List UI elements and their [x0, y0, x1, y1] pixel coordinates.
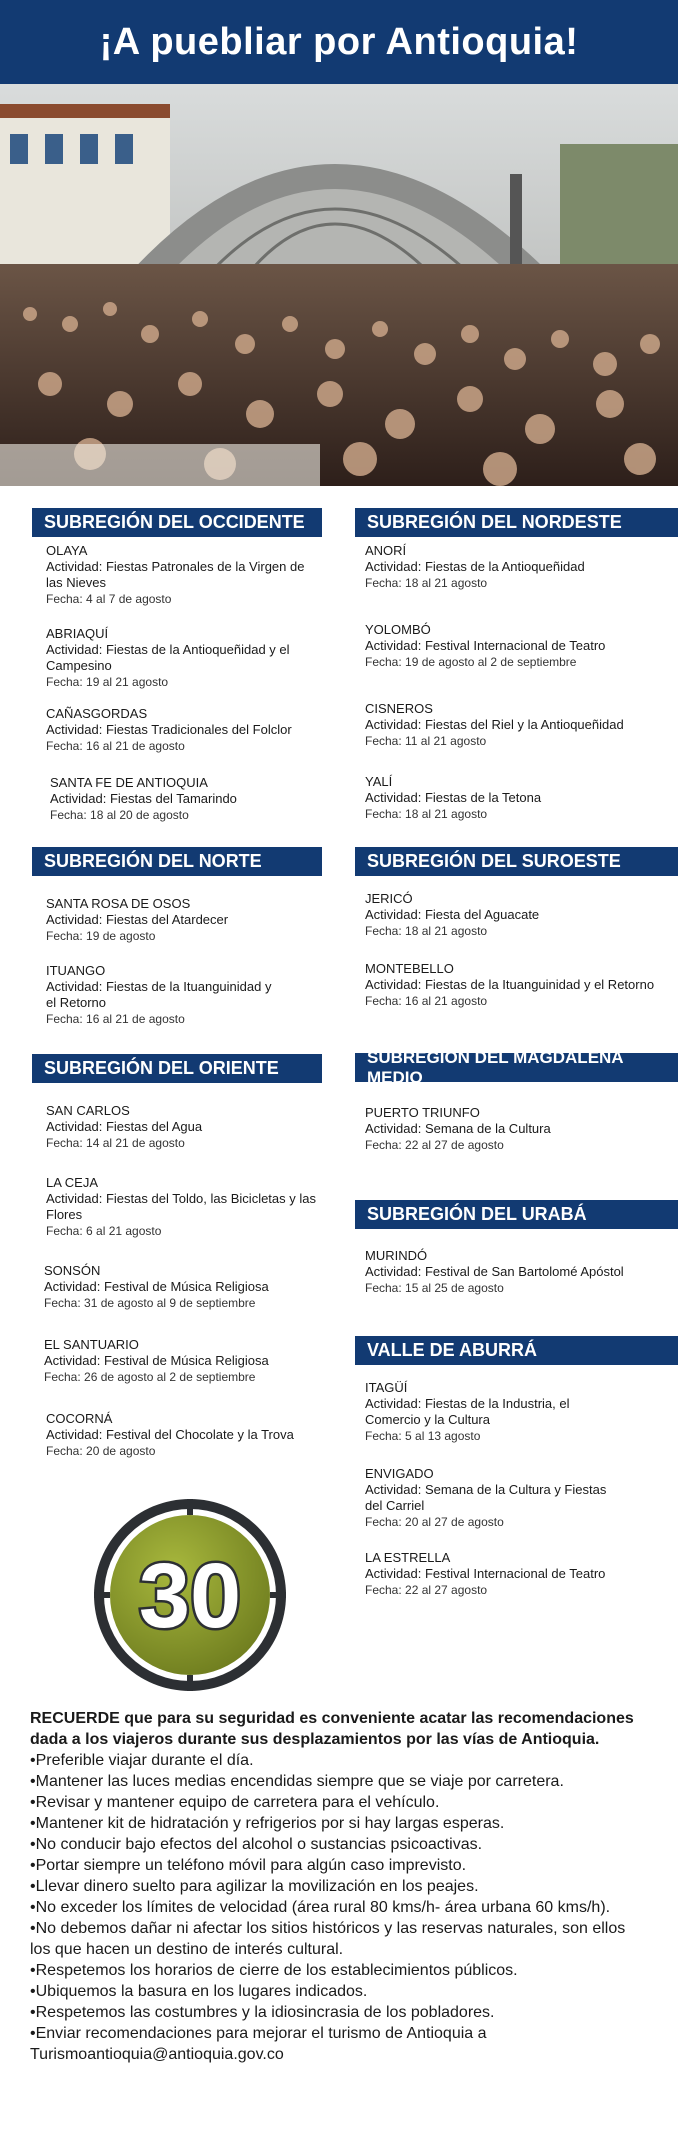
town-name: YOLOMBÓ: [365, 622, 431, 637]
event-activity: Actividad: Fiesta del Aguacate: [365, 907, 540, 922]
crowd-photo: [0, 84, 678, 486]
event-entry: [44, 1337, 324, 1385]
town-name: OLAYA: [46, 543, 88, 558]
recommendations-list: [30, 1750, 650, 2065]
event-date: Fecha: 5 al 13 agosto: [365, 1429, 481, 1443]
section-header-oriente: SUBREGIÓN DEL ORIENTE: [32, 1054, 322, 1083]
event-date: Fecha: 19 de agosto al 2 de septiembre: [365, 655, 577, 669]
event-activity: Actividad: Fiestas de la Antioqueñidad: [365, 559, 585, 574]
recommendation-item: • Mantener las luces medias encendidas siempre que se viaje por carretera.: [30, 1771, 650, 1792]
recommendation-item: • Llevar dinero suelto para agilizar la movilización en los peajes.: [30, 1876, 650, 1897]
event-entry: [365, 1380, 678, 1444]
event-activity: Actividad: Festival de Música Religiosa: [44, 1353, 269, 1368]
event-date: Fecha: 15 al 25 de agosto: [365, 1281, 504, 1295]
event-entry: [46, 963, 316, 1027]
event-date: Fecha: 18 al 21 agosto: [365, 807, 488, 821]
town-name: ITUANGO: [46, 963, 106, 978]
event-date: Fecha: 22 al 27 agosto: [365, 1583, 488, 1597]
town-name: MURINDÓ: [365, 1248, 428, 1263]
town-name: SANTA ROSA DE OSOS: [46, 896, 191, 911]
event-activity: Actividad: Festival Internacional de Teatro: [365, 1566, 606, 1581]
event-date: Fecha: 16 al 21 agosto: [365, 994, 488, 1008]
event-date: Fecha: 18 al 21 agosto: [365, 576, 488, 590]
section-header-norte: SUBREGIÓN DEL NORTE: [32, 847, 322, 876]
event-activity: Actividad: Fiestas del Agua: [46, 1119, 203, 1134]
event-date: Fecha: 22 al 27 de agosto: [365, 1138, 504, 1152]
event-entry: [365, 1466, 678, 1530]
section-header-nordeste: SUBREGIÓN DEL NORDESTE: [355, 508, 678, 537]
event-entry: [365, 701, 678, 749]
recommendation-item: • Respetemos los horarios de cierre de los establecimientos públicos.: [30, 1960, 650, 1981]
event-entry: [365, 1105, 678, 1153]
town-name: YALÍ: [365, 774, 393, 789]
event-date: Fecha: 16 al 21 de agosto: [46, 1012, 185, 1026]
town-name: LA CEJA: [46, 1175, 99, 1190]
event-date: Fecha: 19 de agosto: [46, 929, 156, 943]
event-entry: [46, 1411, 326, 1459]
recommendation-item: • Enviar recomendaciones para mejorar el turismo de Antioquia a Turismoantioquia@antioquia.gov.co: [30, 2023, 650, 2065]
recommendation-item: • Mantener kit de hidratación y refrigerios por si hay largas esperas.: [30, 1813, 650, 1834]
event-entry: [365, 961, 678, 1009]
recommendation-item: • Preferible viajar durante el día.: [30, 1750, 650, 1771]
page-title: ¡A puebliar por Antioquia!: [0, 0, 678, 84]
event-date: Fecha: 26 de agosto al 2 de septiembre: [44, 1370, 256, 1384]
town-name: SONSÓN: [44, 1263, 101, 1278]
recommendation-item: • Revisar y mantener equipo de carretera para el vehículo.: [30, 1792, 650, 1813]
town-name: ABRIAQUÍ: [46, 626, 109, 641]
event-entry: [44, 1263, 324, 1311]
section-header-uraba: SUBREGIÓN DEL URABÁ: [355, 1200, 678, 1229]
event-activity: Actividad: Festival de San Bartolomé Apóstol: [365, 1264, 624, 1279]
event-date: Fecha: 20 de agosto: [46, 1444, 156, 1458]
event-entry: [365, 543, 678, 591]
event-entry: [46, 1103, 316, 1151]
event-date: Fecha: 11 al 21 agosto: [365, 734, 487, 748]
town-name: CISNEROS: [365, 701, 433, 716]
event-activity: Actividad: Semana de la Cultura y Fiestas del Carriel: [365, 1482, 607, 1513]
recommendations-lead: RECUERDE que para su seguridad es conveniente acatar las recomendaciones dada a los viajeros durante sus desplazamientos por las vías de Antioquia.: [30, 1710, 634, 1748]
town-name: PUERTO TRIUNFO: [365, 1105, 480, 1120]
event-date: Fecha: 18 al 21 agosto: [365, 924, 488, 938]
event-activity: Actividad: Festival Internacional de Teatro: [365, 638, 606, 653]
event-activity: Actividad: Fiestas de la Tetona: [365, 790, 542, 805]
event-date: Fecha: 6 al 21 agosto: [46, 1224, 162, 1238]
event-activity: Actividad: Festival de Música Religiosa: [44, 1279, 269, 1294]
event-entry: [50, 775, 320, 823]
anniversary-30-logo: [90, 1495, 290, 1695]
recommendation-item: • No exceder los límites de velocidad (área rural 80 kms/h- área urbana 60 kms/h).: [30, 1897, 650, 1918]
recommendation-item: • Respetemos las costumbres y la idiosincrasia de los pobladores.: [30, 2002, 650, 2023]
town-name: ANORÍ: [365, 543, 407, 558]
recommendation-item: • Ubiquemos la basura en los lugares indicados.: [30, 1981, 650, 2002]
town-name: SAN CARLOS: [46, 1103, 130, 1118]
event-date: Fecha: 4 al 7 de agosto: [46, 592, 172, 606]
event-activity: Actividad: Fiestas del Atardecer: [46, 912, 229, 927]
town-name: ENVIGADO: [365, 1466, 434, 1481]
town-name: EL SANTUARIO: [44, 1337, 139, 1352]
recommendation-item: • No debemos dañar ni afectar los sitios históricos y las reservas naturales, son ellos los que hacen un destino de interés cultural.: [30, 1918, 650, 1960]
recommendation-item: • No conducir bajo efectos del alcohol o sustancias psicoactivas.: [30, 1834, 650, 1855]
event-activity: Actividad: Fiestas Patronales de la Virgen de las Nieves: [46, 559, 305, 590]
event-entry: [46, 626, 316, 690]
event-activity: Actividad: Fiestas de la Antioqueñidad y el Campesino: [46, 642, 290, 673]
event-date: Fecha: 14 al 21 de agosto: [46, 1136, 185, 1150]
event-entry: [365, 622, 678, 670]
event-activity: Actividad: Fiestas de la Ituanguinidad y el Retorno: [365, 977, 655, 992]
section-header-occidente: SUBREGIÓN DEL OCCIDENTE: [32, 508, 322, 537]
town-name: SANTA FE DE ANTIOQUIA: [50, 775, 208, 790]
town-name: ITAGÜÍ: [365, 1380, 408, 1395]
event-date: Fecha: 20 al 27 de agosto: [365, 1515, 504, 1529]
event-activity: Actividad: Fiestas de la Industria, el Comercio y la Cultura: [365, 1396, 570, 1427]
town-name: COCORNÁ: [46, 1411, 113, 1426]
event-entry: [365, 1248, 678, 1296]
event-entry: [46, 1175, 316, 1239]
town-name: LA ESTRELLA: [365, 1550, 451, 1565]
event-activity: Actividad: Fiestas de la Ituanguinidad y el Retorno: [46, 979, 272, 1010]
event-entry: [365, 774, 678, 822]
event-activity: Actividad: Fiestas del Tamarindo: [50, 791, 237, 806]
event-date: Fecha: 19 al 21 agosto: [46, 675, 169, 689]
event-activity: Actividad: Festival del Chocolate y la Trova: [46, 1427, 294, 1442]
event-date: Fecha: 18 al 20 de agosto: [50, 808, 189, 822]
section-header-magdalena-medio: SUBREGIÓN DEL MAGDALENA MEDIO: [355, 1053, 678, 1082]
event-entry: [46, 706, 316, 754]
recommendation-item: • Portar siempre un teléfono móvil para algún caso imprevisto.: [30, 1855, 650, 1876]
recommendations-block: [30, 1708, 650, 2065]
event-entry: [46, 896, 316, 944]
town-name: MONTEBELLO: [365, 961, 454, 976]
section-header-valle-aburra: VALLE DE ABURRÁ: [355, 1336, 678, 1365]
event-date: Fecha: 31 de agosto al 9 de septiembre: [44, 1296, 256, 1310]
event-activity: Actividad: Fiestas del Riel y la Antioqueñidad: [365, 717, 624, 732]
event-activity: Actividad: Semana de la Cultura: [365, 1121, 551, 1136]
event-activity: Actividad: Fiestas del Toldo, las Bicicletas y las Flores: [46, 1191, 316, 1222]
event-entry: [365, 891, 678, 939]
event-activity: Actividad: Fiestas Tradicionales del Folclor: [46, 722, 292, 737]
logo-number: 30: [138, 1545, 242, 1647]
section-header-suroeste: SUBREGIÓN DEL SUROESTE: [355, 847, 678, 876]
event-entry: [46, 543, 316, 607]
event-entry: [365, 1550, 678, 1598]
town-name: JERICÓ: [365, 891, 413, 906]
town-name: CAÑASGORDAS: [46, 706, 148, 721]
event-date: Fecha: 16 al 21 de agosto: [46, 739, 185, 753]
